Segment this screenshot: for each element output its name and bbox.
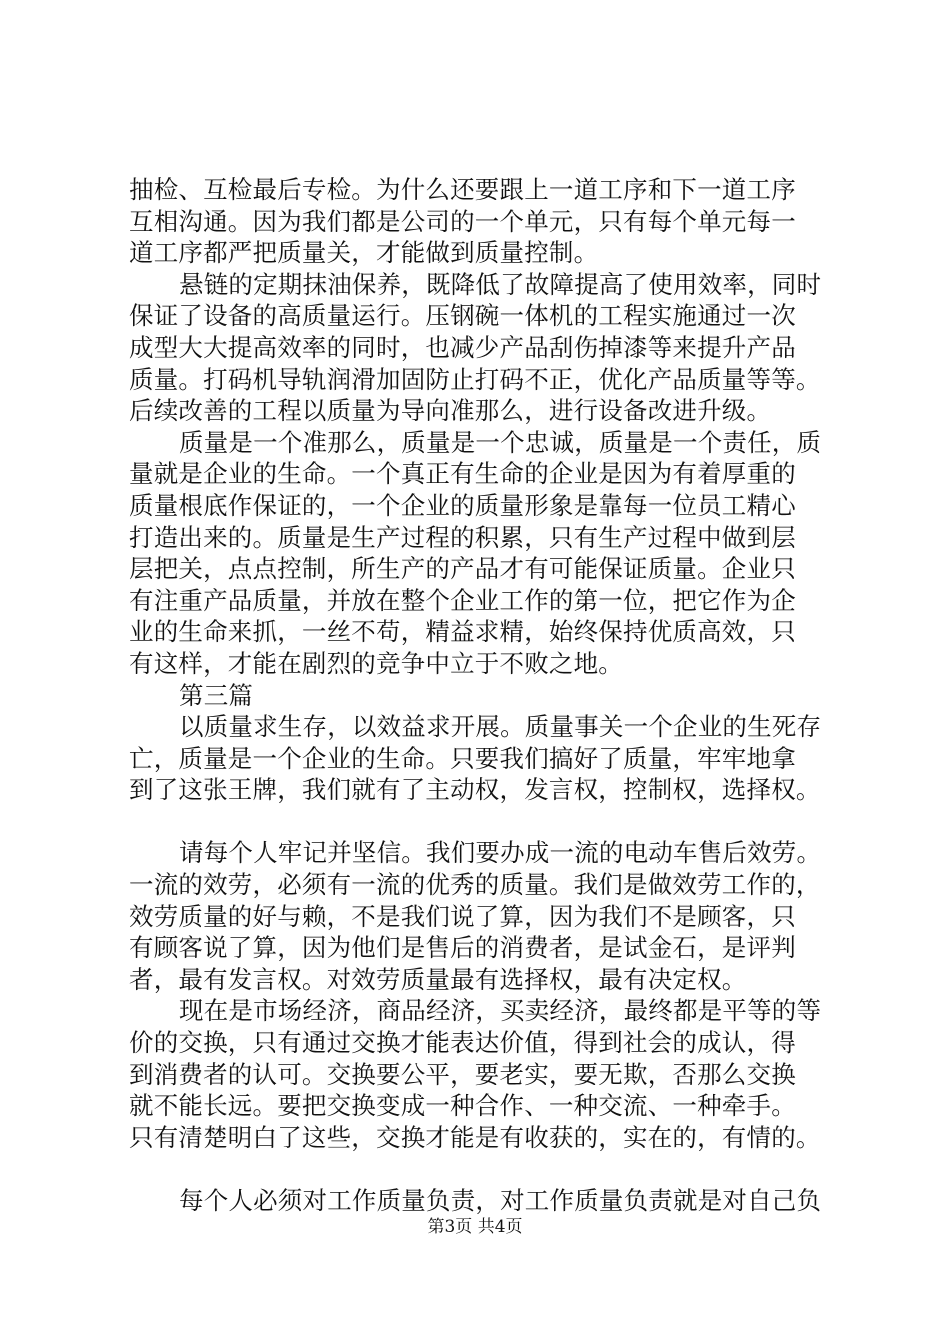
text-line: 抽检、互检最后专检。为什么还要跟上一道工序和下一道工序 [129, 175, 796, 204]
text-line: 道工序都严把质量关，才能做到质量控制。 [129, 238, 599, 268]
text-line: 量就是企业的生命。一个真正有生命的企业是因为有着厚重的 [129, 459, 796, 489]
text-line: 以质量求生存，以效益求开展。质量事关一个企业的生死存 [179, 712, 822, 742]
text-line: 质量根底作保证的，一个企业的质量形象是靠每一位员工精心 [129, 490, 796, 520]
paragraph-gap [129, 1153, 829, 1185]
text-line: 现在是市场经济，商品经济，买卖经济，最终都是平等的等 [179, 996, 822, 1026]
paragraph-gap [129, 806, 829, 838]
text-line: 互相沟通。因为我们都是公司的一个单元，只有每个单元每一 [129, 206, 796, 236]
text-line: 价的交换，只有通过交换才能表达价值，得到社会的成认，得 [129, 1028, 796, 1058]
text-line: 每个人必须对工作质量负责，对工作质量负责就是对自己负 [179, 1186, 822, 1215]
text-line: 请每个人牢记并坚信。我们要办成一流的电动车售后效劳。 [179, 838, 822, 868]
text-line: 后续改善的工程以质量为导向准那么，进行设备改进升级。 [129, 396, 772, 426]
text-line: 有这样，才能在剧烈的竞争中立于不败之地。 [129, 648, 623, 678]
text-line: 层把关，点点控制，所生产的产品才有可能保证质量。企业只 [129, 554, 796, 584]
text-line: 只有清楚明白了这些，交换才能是有收获的，实在的，有情的。 [129, 1122, 821, 1152]
text-line: 亡，质量是一个企业的生命。只要我们搞好了质量，牢牢地拿 [129, 743, 796, 773]
text-line: 悬链的定期抹油保养，既降低了故障提高了使用效率，同时 [179, 269, 822, 299]
document-body [129, 174, 829, 1217]
text-line: 有顾客说了算，因为他们是售后的消费者，是试金石，是评判 [129, 933, 796, 963]
text-line: 到了这张王牌，我们就有了主动权，发言权，控制权，选择权。 [129, 775, 821, 805]
text-line: 质量。打码机导轨润滑加固防止打码不正，优化产品质量等等。 [129, 364, 821, 394]
text-line: 一流的效劳，必须有一流的优秀的质量。我们是做效劳工作的， [129, 870, 821, 900]
section-heading: 第三篇 [179, 680, 254, 710]
text-line: 保证了设备的高质量运行。压钢碗一体机的工程实施通过一次 [129, 301, 796, 331]
text-line: 者，最有发言权。对效劳质量最有选择权，最有决定权。 [129, 964, 747, 994]
text-line: 有注重产品质量，并放在整个企业工作的第一位，把它作为企 [129, 585, 796, 615]
text-line: 质量是一个准那么，质量是一个忠诚，质量是一个责任，质 [179, 427, 822, 457]
text-line: 到消费者的认可。交换要公平，要老实，要无欺，否那么交换 [129, 1059, 796, 1089]
text-line: 效劳质量的好与赖，不是我们说了算，因为我们不是顾客，只 [129, 901, 796, 931]
text-line: 成型大大提高效率的同时，也减少产品刮伤掉漆等来提升产品 [129, 332, 796, 362]
text-line: 打造出来的。质量是生产过程的积累，只有生产过程中做到层 [129, 522, 796, 552]
text-line: 就不能长远。要把交换变成一种合作、一种交流、一种牵手。 [129, 1091, 796, 1121]
page-footer: 第3页 共4页 [427, 1217, 523, 1237]
text-line: 业的生命来抓，一丝不苟，精益求精，始终保持优质高效，只 [129, 617, 796, 647]
